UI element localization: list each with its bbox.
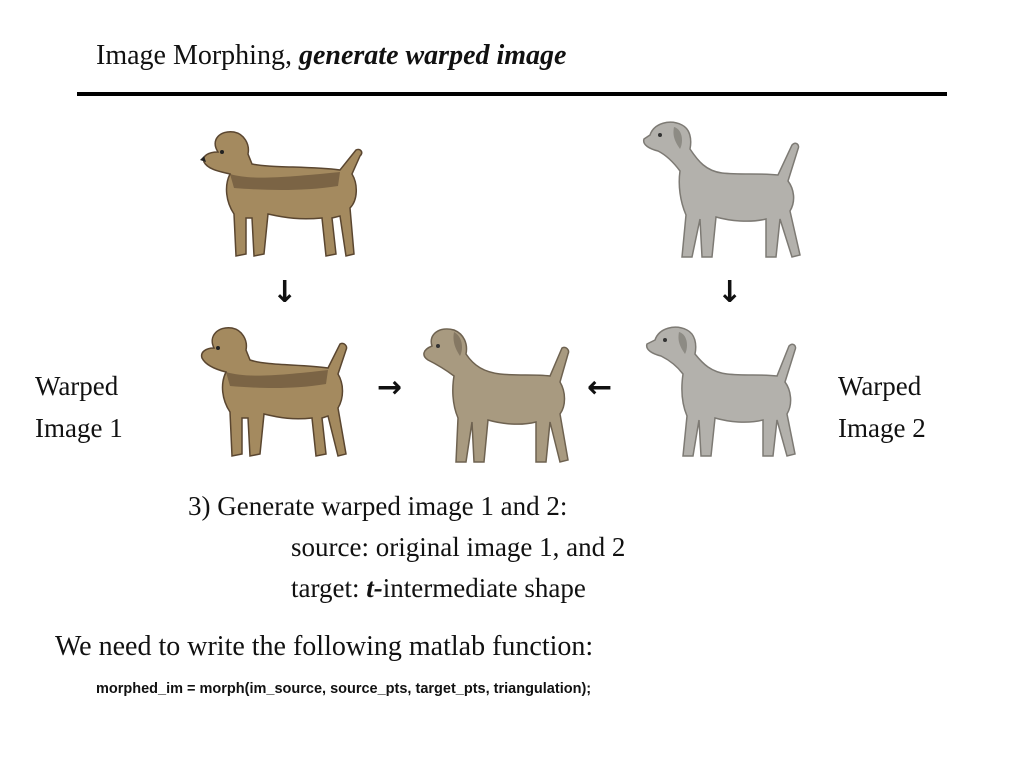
label-warped-image-1 — [35, 365, 123, 449]
step-source-line: source: original image 1, and 2 — [291, 532, 626, 562]
dog-warped-image-1 — [190, 318, 365, 463]
step-description — [188, 486, 625, 609]
step-target-prefix: target: — [291, 573, 367, 603]
dog-image-2-original — [630, 115, 815, 267]
label-warped-image-2-line1: Warped — [838, 371, 922, 401]
step-heading: 3) Generate warped image 1 and 2: — [188, 491, 568, 521]
arrow-down-right-icon: ↓ — [717, 275, 743, 310]
instruction-text: We need to write the following matlab function: — [55, 631, 594, 662]
label-warped-image-1-line2: Image 1 — [35, 413, 123, 443]
step-target-suffix: intermediate shape — [382, 573, 586, 603]
dog-intermediate-image — [410, 322, 585, 467]
dog-warped-image-2 — [635, 318, 810, 463]
title-underline — [77, 92, 947, 96]
matlab-function-signature: morphed_im = morph(im_source, source_pts, target_pts, triangulation); — [96, 681, 592, 697]
arrow-right-icon: → — [377, 370, 403, 405]
arrow-down-left-icon: ↓ — [272, 275, 298, 310]
slide-title — [96, 40, 567, 72]
label-warped-image-1-line1: Warped — [35, 371, 119, 401]
dog-image-1-original — [190, 122, 380, 267]
step-target-line — [188, 568, 625, 609]
label-warped-image-2 — [838, 365, 926, 449]
slide-title-prefix: Image Morphing, — [96, 40, 299, 71]
step-target-t: t- — [366, 573, 383, 603]
arrow-left-icon: ← — [587, 370, 613, 405]
slide-title-emphasis: generate warped image — [298, 40, 567, 71]
label-warped-image-2-line2: Image 2 — [838, 413, 926, 443]
